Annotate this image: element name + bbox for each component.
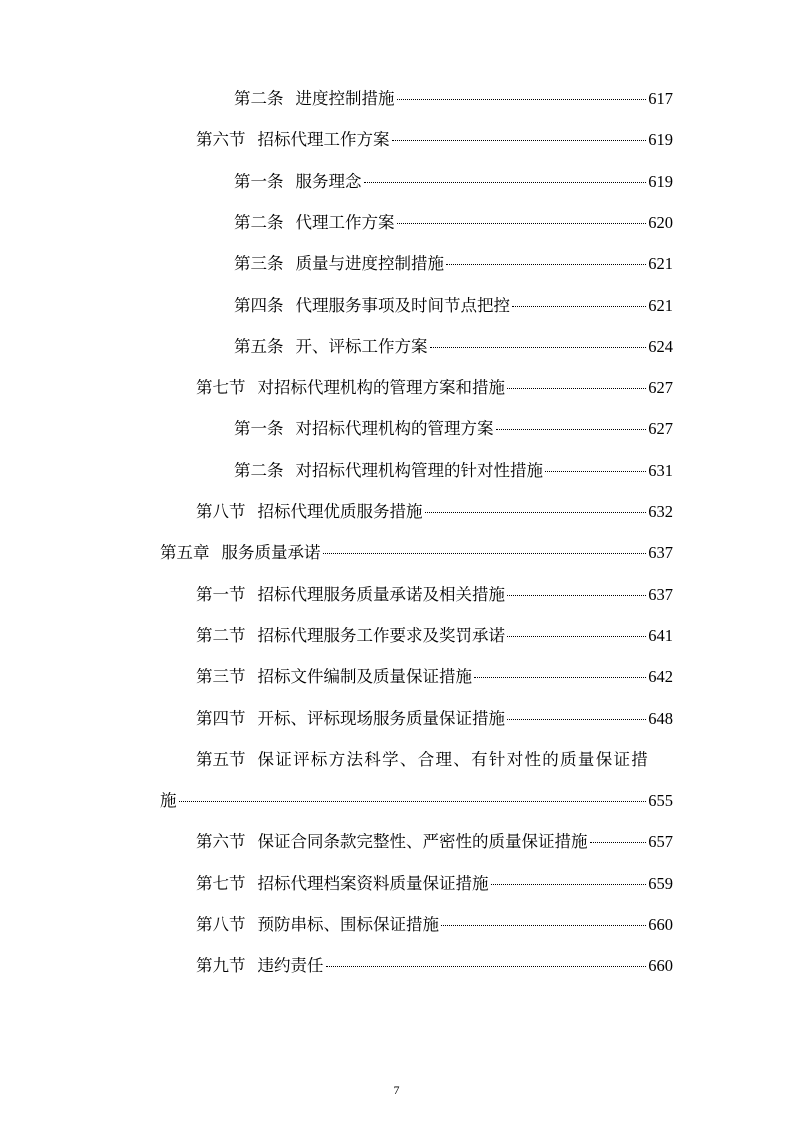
toc-entry-page: 642 — [648, 667, 673, 687]
toc-entry-page: 660 — [648, 956, 673, 976]
toc-entry[interactable] — [196, 831, 673, 853]
toc-entry-label: 第七节 — [196, 873, 246, 893]
toc-entry-title: 进度控制措施 — [295, 89, 395, 108]
toc-dot-leader — [512, 305, 646, 307]
toc-dot-leader — [397, 222, 647, 224]
toc-entry-page: 632 — [648, 502, 673, 521]
toc-entry-label: 第四节 — [196, 708, 246, 728]
toc-entry-page: 637 — [648, 543, 673, 563]
toc-entry[interactable] — [234, 295, 673, 317]
toc-entry[interactable] — [234, 171, 673, 193]
toc-dot-leader — [491, 883, 647, 885]
toc-entry-title: 开、评标工作方案 — [295, 336, 428, 356]
toc-dot-leader — [474, 676, 646, 678]
toc-entry-page: 657 — [648, 832, 673, 852]
toc-entry-title: 对招标代理机构管理的针对性措施 — [295, 460, 543, 480]
toc-entry-label: 第一条 — [234, 419, 284, 439]
toc-entry-label: 第六节 — [196, 832, 246, 852]
toc-dot-leader — [364, 181, 647, 183]
toc-entry-label: 第八节 — [196, 502, 246, 521]
toc-entry-label: 第二节 — [196, 625, 246, 645]
toc-entry-label: 第四条 — [234, 295, 284, 315]
toc-entry-page: 619 — [648, 171, 673, 191]
toc-entry-page: 627 — [648, 378, 673, 398]
toc-entry-title: 对招标代理机构的管理方案和措施 — [257, 378, 505, 398]
toc-entry-label: 第九节 — [196, 956, 246, 976]
toc-entry-page: 619 — [648, 130, 673, 150]
toc-dot-leader — [507, 635, 646, 637]
toc-entry-label: 第五节 — [196, 749, 246, 769]
toc-entry-title: 招标代理服务工作要求及奖罚承诺 — [257, 625, 505, 645]
toc-entry-page: 660 — [648, 915, 673, 934]
toc-entry[interactable] — [196, 129, 673, 151]
toc-entry-title: 招标文件编制及质量保证措施 — [257, 667, 472, 687]
toc-entry-title: 对招标代理机构的管理方案 — [295, 419, 494, 439]
toc-entry[interactable] — [196, 666, 673, 688]
toc-entry[interactable] — [196, 625, 673, 647]
toc-entry-label: 第三节 — [196, 667, 246, 687]
toc-dot-leader — [496, 428, 647, 430]
toc-entry[interactable] — [196, 377, 673, 399]
toc-entry-page: 621 — [648, 254, 673, 274]
toc-entry-label: 第五章 — [160, 543, 210, 563]
toc-dot-leader — [545, 470, 646, 472]
toc-entry-title: 招标代理优质服务措施 — [257, 502, 423, 521]
toc-entry-page: 624 — [648, 336, 673, 356]
toc-entry-label: 第一节 — [196, 584, 246, 604]
toc-entry[interactable] — [196, 708, 673, 730]
toc-entry-label: 第七节 — [196, 378, 246, 398]
toc-entry-page: 655 — [648, 791, 673, 811]
toc-dot-leader — [425, 511, 647, 513]
toc-entry-label: 第一条 — [234, 171, 284, 191]
toc-entry[interactable] — [196, 914, 673, 936]
toc-entry-page: 641 — [648, 625, 673, 645]
toc-entry-page: 637 — [648, 584, 673, 604]
toc-dot-leader — [430, 346, 647, 348]
toc-entry-label: 第二条 — [234, 212, 284, 232]
toc-dot-leader — [590, 841, 647, 843]
toc-entry[interactable] — [234, 212, 673, 234]
toc-dot-leader — [446, 263, 646, 265]
toc-entry[interactable] — [234, 418, 673, 440]
toc-entry-title: 服务质量承诺 — [221, 543, 321, 563]
toc-entry-label: 第五条 — [234, 336, 284, 356]
toc-dot-leader — [397, 98, 647, 100]
toc-dot-leader — [326, 965, 647, 967]
toc-entry-title: 质量与进度控制措施 — [295, 254, 444, 274]
toc-entry[interactable] — [234, 253, 673, 275]
toc-entry-label: 第三条 — [234, 254, 284, 274]
toc-entry-title: 保证评标方法科学、合理、有针对性的质量保证措 — [257, 749, 650, 769]
toc-entry-page: 631 — [648, 460, 673, 480]
toc-entry-title: 代理服务事项及时间节点把控 — [295, 295, 510, 315]
toc-entry-title: 代理工作方案 — [295, 212, 395, 232]
toc-entry[interactable] — [196, 955, 673, 977]
toc-entry-page: 648 — [648, 708, 673, 728]
toc-entry-title: 服务理念 — [295, 171, 362, 191]
toc-entry-title: 违约责任 — [257, 956, 324, 976]
toc-entry[interactable] — [160, 542, 673, 564]
toc-dot-leader — [507, 718, 646, 720]
toc-entry-page: 617 — [648, 89, 673, 108]
toc-entry[interactable] — [234, 88, 673, 110]
toc-entry-title: 保证合同条款完整性、严密性的质量保证措施 — [257, 832, 588, 852]
toc-entry-title: 招标代理服务质量承诺及相关措施 — [257, 584, 505, 604]
toc-entry-title: 开标、评标现场服务质量保证措施 — [257, 708, 505, 728]
toc-entry-page: 620 — [648, 212, 673, 232]
toc-dot-leader — [441, 924, 646, 926]
toc-entry-wrapped-line1[interactable] — [196, 749, 649, 771]
toc-entry[interactable] — [196, 501, 673, 523]
toc-entry[interactable] — [234, 336, 673, 358]
toc-dot-leader — [323, 552, 647, 554]
page-number: 7 — [393, 1083, 400, 1097]
toc-dot-leader — [507, 387, 646, 389]
toc-entry-title: 预防串标、围标保证措施 — [257, 915, 439, 934]
toc-entry-wrapped-line2[interactable] — [160, 790, 673, 812]
toc-dot-leader — [507, 594, 646, 596]
toc-dot-leader — [392, 139, 647, 141]
toc-entry-label: 第二条 — [234, 460, 284, 480]
toc-entry-title-continued: 施 — [160, 791, 177, 811]
toc-entry[interactable] — [234, 460, 673, 482]
toc-dot-leader — [179, 800, 647, 802]
toc-entry[interactable] — [196, 584, 673, 606]
toc-entry-title: 招标代理工作方案 — [257, 130, 390, 150]
toc-entry-title: 招标代理档案资料质量保证措施 — [257, 873, 489, 893]
toc-entry-label: 第六节 — [196, 130, 246, 150]
toc-entry-page: 659 — [648, 873, 673, 893]
toc-entry-page: 627 — [648, 419, 673, 439]
toc-entry-page: 621 — [648, 295, 673, 315]
toc-entry-label: 第二条 — [234, 89, 284, 108]
toc-entry-label: 第八节 — [196, 915, 246, 934]
toc-entry[interactable] — [196, 873, 673, 895]
